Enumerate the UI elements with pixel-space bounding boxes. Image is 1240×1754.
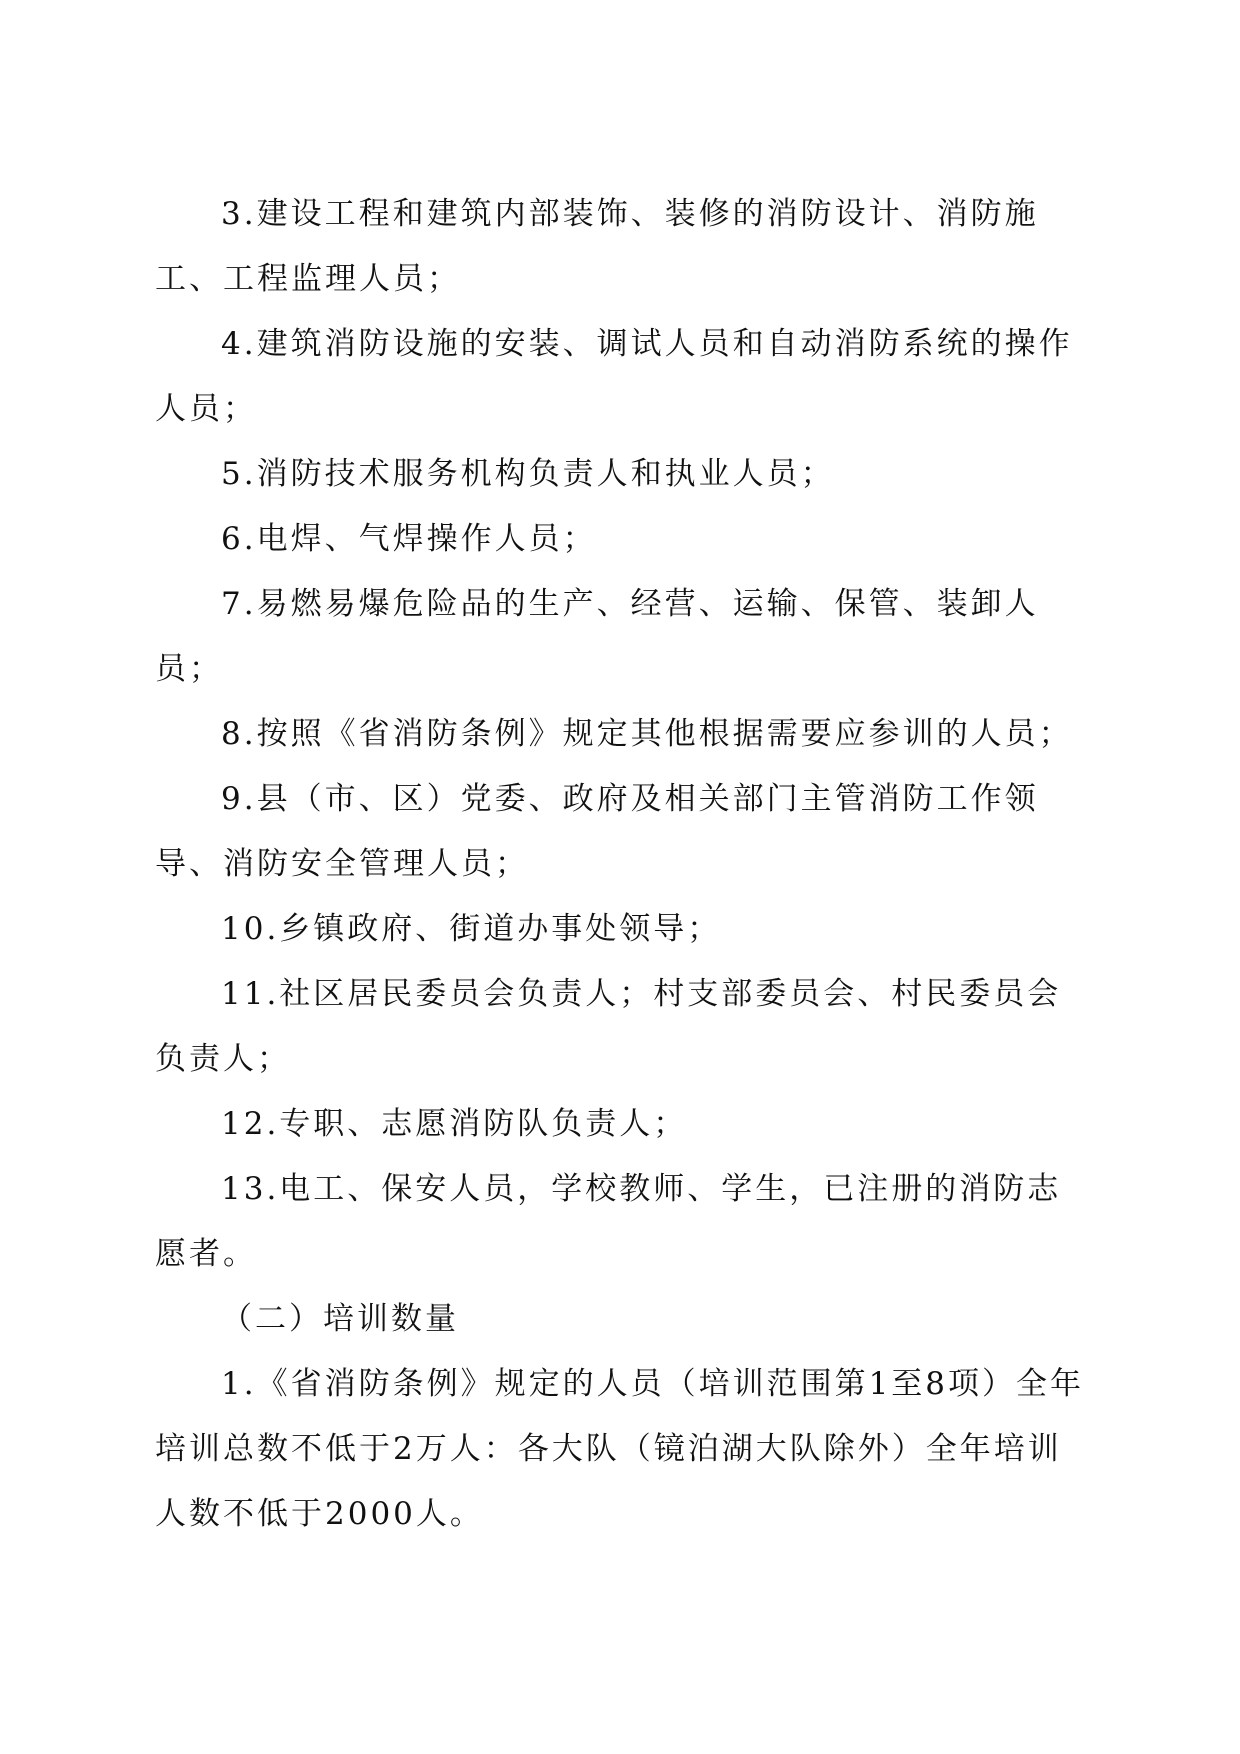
list-item-3: 3.建设工程和建筑内部装饰、装修的消防设计、消防施工、工程监理人员； <box>155 196 1039 297</box>
list-item-13: 13.电工、保安人员，学校教师、学生，已注册的消防志愿者。 <box>155 1171 1062 1272</box>
list-item-5: 5.消防技术服务机构负责人和执业人员； <box>221 456 835 492</box>
list-item-10: 10.乡镇政府、街道办事处领导； <box>221 911 722 947</box>
list-item-11: 11.社区居民委员会负责人；村支部委员会、村民委员会负责人； <box>155 976 1062 1077</box>
list-item-8: 8.按照《省消防条例》规定其他根据需要应参训的人员； <box>221 716 1073 752</box>
list-item-12: 12.专职、志愿消防队负责人； <box>221 1106 688 1142</box>
list-item-4: 4.建筑消防设施的安装、调试人员和自动消防系统的操作人员； <box>155 326 1073 427</box>
list-item-7: 7.易燃易爆危险品的生产、经营、运输、保管、装卸人员； <box>155 586 1039 687</box>
section-paragraph-1: 1.《省消防条例》规定的人员（培训范围第1至8项）全年培训总数不低于2万人：各大队（镜泊湖大队除外）全年培训人数不低于2000人。 <box>155 1366 1085 1532</box>
section-heading: （二）培训数量 <box>221 1301 459 1337</box>
list-item-6: 6.电焊、气焊操作人员； <box>221 521 597 557</box>
document-page <box>155 182 1085 1547</box>
list-item-9: 9.县（市、区）党委、政府及相关部门主管消防工作领导、消防安全管理人员； <box>155 781 1039 882</box>
